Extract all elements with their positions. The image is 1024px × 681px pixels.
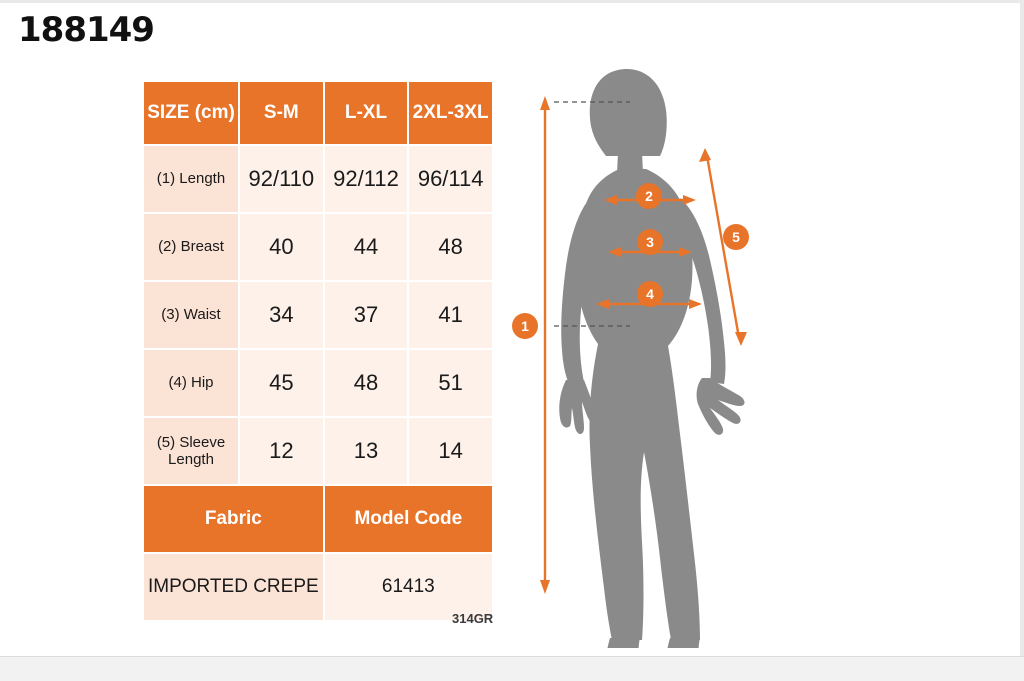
table-row [143, 349, 493, 417]
cell-sleeve-l-xl: 13 [324, 417, 409, 485]
measurement-badge-2: 2 [636, 183, 662, 209]
model-code-value: 61413 [324, 553, 493, 621]
column-header-l-xl: L-XL [324, 81, 409, 145]
cell-waist-s-m: 34 [239, 281, 324, 349]
sku-number: 188149 [18, 10, 154, 50]
cell-breast-s-m: 40 [239, 213, 324, 281]
column-header-2xl-3xl: 2XL-3XL [408, 81, 493, 145]
cell-length-l-xl: 92/112 [324, 145, 409, 213]
cell-waist-l-xl: 37 [324, 281, 409, 349]
page-bottom-bar [0, 656, 1024, 681]
table-row [143, 281, 493, 349]
cell-length-2xl-3xl: 96/114 [408, 145, 493, 213]
table-row [143, 145, 493, 213]
page-right-edge [1020, 0, 1024, 681]
size-chart-body [143, 145, 493, 621]
table-row [143, 213, 493, 281]
size-chart-header [143, 81, 493, 145]
row-label-sleeve-length: (5) Sleeve Length [143, 417, 239, 485]
fabric-value-row [143, 553, 493, 621]
cell-hip-l-xl: 48 [324, 349, 409, 417]
cell-breast-2xl-3xl: 48 [408, 213, 493, 281]
row-label-length: (1) Length [143, 145, 239, 213]
cell-length-s-m: 92/110 [239, 145, 324, 213]
fabric-header-row [143, 485, 493, 553]
measurement-badge-4: 4 [637, 281, 663, 307]
cell-waist-2xl-3xl: 41 [408, 281, 493, 349]
measurement-badge-3: 3 [637, 229, 663, 255]
row-label-waist: (3) Waist [143, 281, 239, 349]
size-chart-table [142, 80, 494, 622]
cell-sleeve-2xl-3xl: 14 [408, 417, 493, 485]
measurement-badge-5: 5 [723, 224, 749, 250]
row-label-breast: (2) Breast [143, 213, 239, 281]
fabric-header: Fabric [143, 485, 324, 553]
cell-hip-s-m: 45 [239, 349, 324, 417]
column-header-s-m: S-M [239, 81, 324, 145]
measurement-badge-1: 1 [512, 313, 538, 339]
model-figure-diagram [510, 48, 810, 648]
fabric-weight-code: 314GR [452, 611, 494, 626]
female-silhouette-icon [510, 48, 810, 648]
cell-sleeve-s-m: 12 [239, 417, 324, 485]
table-row [143, 417, 493, 485]
cell-hip-2xl-3xl: 51 [408, 349, 493, 417]
page-top-edge [0, 0, 1024, 3]
column-header-size: SIZE (cm) [143, 81, 239, 145]
cell-breast-l-xl: 44 [324, 213, 409, 281]
model-code-header: Model Code [324, 485, 493, 553]
table-header-row [143, 81, 493, 145]
fabric-value: IMPORTED CREPE [143, 553, 324, 621]
row-label-hip: (4) Hip [143, 349, 239, 417]
